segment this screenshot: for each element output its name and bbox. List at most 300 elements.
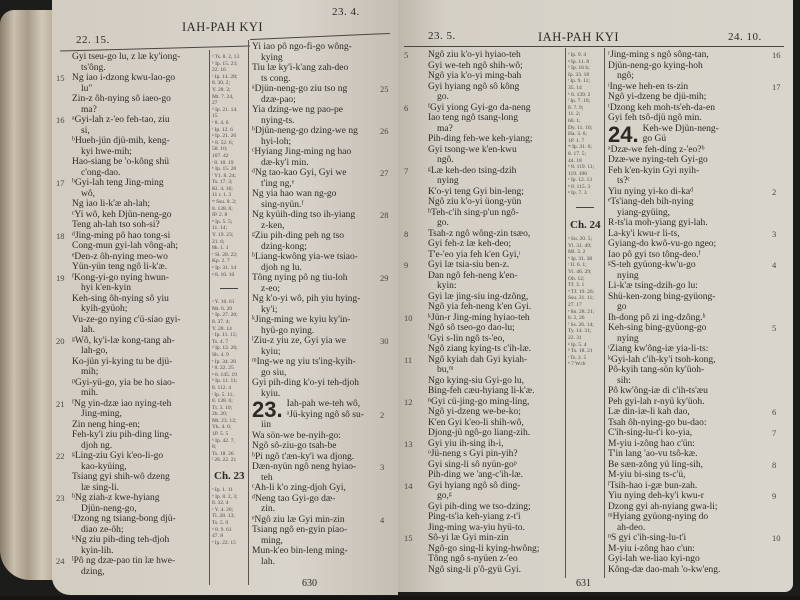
line-text: Li-k'æ tsing-dzih-go lu: — [608, 281, 698, 291]
text-line — [428, 134, 564, 145]
line-text: Teng ah-lah tso soh-si? — [72, 220, 160, 230]
line-text: ngô; — [617, 71, 634, 81]
text-line — [608, 302, 768, 313]
line-text: ʰLiang-kwông yia-we tsiao- — [252, 252, 358, 262]
line-text: Ng yia hao wan ng-go — [252, 189, 337, 199]
header-rule — [250, 33, 390, 40]
cross-reference: 1P. 5. 5 — [212, 431, 229, 438]
line-text: kyin-lih. — [81, 545, 114, 556]
line-text: nying-ts. — [261, 115, 295, 126]
text-line — [252, 315, 378, 326]
cross-reference: 8. 138. 6; — [212, 398, 233, 405]
cross-reference: 6. 2, 26 — [568, 315, 585, 322]
text-line — [608, 92, 768, 103]
text-line — [252, 368, 378, 379]
line-text: ᶦDzong ng tsiang-bong djü- — [72, 514, 176, 524]
line-text: ah-deo. — [617, 522, 646, 533]
chapter-label: Ch. 24 — [570, 219, 601, 232]
header-rule — [404, 46, 784, 47]
cross-reference: Y. 19. 23; — [212, 232, 234, 239]
text-line — [252, 105, 378, 116]
left-page — [52, 0, 398, 595]
text-line — [72, 147, 208, 158]
line-text: Gyiang-do kwô-vu-go ngeo; — [608, 239, 717, 249]
cross-reference: ᵇ Ip. 31. 38 — [568, 255, 593, 262]
text-line — [72, 462, 208, 473]
cross-reference: ᵒ Ip. 12. 13 — [568, 177, 593, 184]
verse-number: 3 — [772, 228, 777, 239]
text-line — [428, 565, 564, 576]
line-text: Tsiang gyi shih-wô dzeng — [72, 472, 170, 482]
line-text: Pô kw'ông-iæ di c'ih-ts'æu — [608, 386, 708, 396]
text-line — [252, 116, 378, 127]
line-text: hyü-go nying. — [261, 325, 315, 336]
line-text: ᵈNg tao-kao Gyi, Gyi we — [252, 168, 347, 178]
line-text: ᵇDjün-neng-go dzing-we ng — [252, 126, 358, 136]
line-text: bu,ᵐ — [437, 365, 454, 375]
text-line — [404, 480, 564, 492]
text-line — [72, 357, 208, 368]
cross-reference: ᶜ Ip. 11. 15; — [212, 332, 238, 339]
cross-reference: ᶜ Ip. 14. 28; — [212, 73, 238, 80]
text-line — [72, 441, 208, 452]
text-line — [608, 281, 768, 292]
cross-reference: ᵇ Ip. 27. 20; — [212, 312, 238, 319]
cross-reference: ᶦ Ts. 2. 5 — [568, 354, 587, 361]
line-text: ᶜHyiang Jing-ming ng hao — [252, 147, 352, 157]
line-text: ᶠNg yin-dzæ iao nying-teh — [72, 398, 172, 409]
line-text: La-ky'i kwu-r li-ts, — [608, 228, 680, 239]
line-text: Ngô ziang kying-ts c'ih-læ. — [428, 344, 532, 354]
cross-reference: ᶠ 8. 22. 25 — [212, 365, 234, 372]
text-line — [252, 462, 385, 473]
line-text: T'in lang 'ao-vu tsô-kæ. — [608, 449, 698, 459]
line-text: dzing-kong; — [261, 241, 307, 252]
text-line — [608, 491, 777, 502]
line-text: Gyi yiu ih-sing ih-i, — [428, 438, 504, 449]
line-text: Tsah-z ngô wông-zin tsæo, — [428, 228, 531, 239]
text-line — [428, 124, 564, 135]
text-line — [72, 199, 208, 210]
line-text: go. — [437, 92, 449, 102]
line-text: z-ken, — [261, 220, 285, 231]
table-surface — [0, 596, 800, 600]
line-text: yiang-gyüing, — [617, 207, 671, 218]
line-text: go. — [437, 218, 449, 228]
cross-reference: ʰ 8. 52. 6; — [212, 139, 234, 146]
line-text: Gyi læ jing-siu ing-dzông, — [428, 291, 529, 302]
line-text: sing-nyün.ᶠ — [261, 199, 304, 210]
line-text: ᵍLæ keh-deo tsing-dzih — [428, 165, 517, 176]
text-line — [608, 554, 768, 565]
text-line — [252, 525, 378, 536]
line-text: Gyi læ tsia-siu ben-z. — [428, 260, 510, 270]
text-line — [608, 533, 781, 544]
line-text: R-ts'ia moh-yiang gyi-lah. — [608, 218, 708, 228]
text-line — [404, 228, 564, 240]
cross-reference: ˡ 28. 22. 21 — [212, 457, 237, 464]
cross-reference: Mt. 7. 24, — [212, 93, 234, 100]
cross-reference: 8. 138. 6; — [212, 205, 233, 212]
text-line — [608, 166, 768, 177]
verse-number: 29 — [380, 273, 389, 283]
cross-reference: 2b. 20; — [212, 411, 228, 418]
verse-number: 6 — [772, 407, 777, 417]
verse-number: 10 — [772, 533, 781, 543]
verse-number: 4 — [772, 260, 777, 270]
line-text: Sô-yi læ Gyi min-zin — [428, 533, 509, 543]
line-text: Keh-sing bing-gyüong-go — [608, 323, 707, 333]
text-line — [608, 449, 768, 460]
line-text: go siu, — [261, 367, 287, 378]
line-text: Djün-neng-go kying-hoh — [608, 60, 703, 71]
line-text: Gyi we-teh ngô shih-wô; — [428, 60, 523, 71]
text-line — [608, 197, 768, 208]
line-text: go Gü — [642, 134, 667, 144]
line-text: Ngô yi-dzeng be djü-mih; — [608, 92, 707, 102]
text-line — [252, 357, 378, 368]
text-line — [608, 512, 768, 523]
line-text: ᵃDjün-neng-go ziu tso ng — [252, 84, 348, 94]
line-text: kyiu. — [261, 388, 281, 399]
verse-number: 11 — [404, 354, 413, 365]
verse-number: 14 — [404, 480, 413, 491]
right-column-1 — [404, 50, 564, 575]
cross-reference: Ml. 3. 2 — [568, 249, 586, 256]
cross-reference: Dy. 11. 10; — [568, 124, 593, 131]
cross-reference: 27. 17 — [568, 302, 582, 308]
text-line — [428, 145, 564, 156]
line-text: ky'i; — [261, 304, 278, 315]
text-line — [72, 420, 208, 431]
text-line — [252, 252, 378, 263]
text-line — [608, 470, 768, 481]
line-text: ⁿS gyi c'ih-sing-lu-t'i — [608, 533, 687, 543]
cross-reference: ᵍ 8. 145. 19 — [212, 371, 238, 378]
cross-reference: ᵉ Ip. 22. 15 — [212, 539, 236, 546]
text-line — [608, 228, 777, 240]
line-text: sih: — [617, 375, 631, 386]
text-line — [252, 431, 378, 442]
cross-reference: 15 — [212, 113, 218, 120]
cross-reference: Yk. 4. 6; — [212, 424, 232, 431]
line-text: t'ing ng,ᵉ — [261, 178, 295, 189]
text-line — [404, 396, 564, 408]
right-header-verse-end: 24. 10. — [728, 31, 762, 43]
cross-reference: 11. 2; — [568, 111, 581, 118]
cross-reference: Yl. 46. 29; — [568, 269, 592, 276]
cross-reference: ʰ Ip. 16 b; — [568, 65, 590, 72]
text-line — [428, 554, 564, 565]
line-text: Ngô sô-ziu-go tsah-be — [252, 441, 337, 451]
cross-reference: ᵏ 7 Wch — [568, 361, 586, 368]
text-line — [72, 367, 208, 378]
text-line — [72, 409, 208, 420]
cross-reference: ᵖ Ip. 31. 14 — [212, 265, 237, 271]
text-line — [428, 155, 564, 166]
line-text: kying — [261, 52, 283, 63]
text-line — [428, 61, 564, 72]
line-text: Gyi hyiang ngô sô ding- — [428, 480, 521, 491]
line-text: ᶦZiang kw'ông-iæ yia-li-ts: — [608, 344, 709, 354]
line-text: zin. — [261, 504, 275, 514]
text-line — [72, 504, 208, 515]
line-text: Tông nying pô ng tiu-loh — [252, 273, 348, 283]
verse-number: 9 — [404, 260, 409, 270]
cross-reference: 11 r. 1. 3 — [212, 192, 232, 199]
text-line — [72, 514, 208, 525]
text-line — [608, 386, 768, 397]
line-text: ma? — [437, 123, 453, 134]
cross-reference: Tf. 3. 1 — [568, 282, 585, 289]
cross-reference: ᵃ Ts. 8. 2, 13 — [212, 54, 240, 60]
cross-reference: 11. 14; — [212, 225, 228, 232]
text-line — [608, 113, 768, 124]
cross-reference: Kl. 4. 16; — [212, 185, 233, 192]
cross-reference: Ip. 33. 18 — [568, 71, 590, 78]
cross-reference: Ti. 28. 13; — [212, 513, 235, 520]
cross-reference: 8. 112. 4 — [212, 384, 232, 391]
text-line — [428, 292, 564, 303]
text-line — [252, 137, 378, 148]
line-text: Gyi hyiang ngô sô kông — [428, 81, 520, 92]
line-text: ᵇGyi-lah teng Jing-ming — [72, 178, 164, 188]
line-text: M-yiu i-zông hao c'un: — [608, 543, 695, 554]
column-divider — [248, 40, 249, 585]
right-column-2 — [608, 50, 781, 575]
cross-reference: Ty. 14. 31; — [568, 328, 592, 335]
cross-reference: ˡ Y1. 8. 24; — [212, 172, 237, 179]
text-line — [404, 533, 564, 544]
line-text: c'ong-dao. — [81, 167, 121, 178]
text-line — [608, 334, 768, 345]
verse-number: 4 — [380, 514, 385, 525]
cross-reference: Mt. 6. 20 — [212, 305, 233, 312]
cross-reference: ᵈ Tf. 19. 26; — [568, 288, 595, 295]
right-page — [398, 0, 793, 592]
cross-reference: ⁿ Ip. 5. 5; — [212, 218, 233, 225]
cross-reference: ᵇ Ip. 15. 23; — [212, 60, 238, 67]
cross-reference: 47. 8 — [212, 533, 223, 540]
text-line — [252, 336, 389, 347]
text-line — [72, 94, 208, 105]
verse-number: 17 — [56, 178, 65, 188]
line-text: Ngô ziu k'o-yi hyiao-teh — [428, 50, 521, 60]
cross-reference: ᵈ 8. 9. 61 — [212, 526, 232, 533]
right-header-verse: 23. 5. — [428, 30, 456, 42]
line-text: Pih-ding we 'ang-c'ih-læ. — [428, 470, 523, 480]
text-line — [404, 354, 564, 366]
verse-number: 22 — [56, 451, 65, 461]
text-line — [428, 250, 564, 261]
line-text: Hao-siang be 'o-kông shü — [72, 157, 169, 167]
text-line — [252, 473, 378, 484]
line-text: C'ih-sing-lu-t'i ko-yia, — [608, 428, 693, 438]
line-text: Gyi-lah we-liao kyi-ngo — [608, 554, 700, 564]
line-text: diao ze-ôh; — [81, 524, 124, 535]
verse-number: 9 — [772, 491, 777, 501]
text-line — [608, 61, 768, 72]
text-line — [608, 71, 768, 82]
text-line — [428, 418, 564, 429]
text-line — [608, 502, 768, 513]
text-line — [428, 113, 564, 124]
line-text: ᵗDzong keh moh-ts'eh-da-en — [608, 102, 715, 113]
text-line — [252, 536, 378, 547]
text-line — [56, 493, 208, 504]
line-text: ᵃJü-kying ngô sô su- — [286, 409, 364, 420]
line-text: Ko-jün yi-kying tu be djü- — [72, 356, 173, 367]
cross-reference: ʰ Ts. 18. 21 — [568, 348, 593, 355]
cross-reference: Yl. 31. 49; — [568, 242, 592, 249]
text-line — [72, 535, 208, 546]
cross-reference: ᵐ Ip. 31. 6; — [568, 144, 592, 151]
line-text: Djong-jü ngô-go liang-zih. — [428, 428, 531, 438]
cross-reference: ᵖ 8. 115. 3 — [568, 183, 591, 190]
cross-reference: 8. 37. 4; — [212, 318, 231, 325]
text-line — [428, 271, 564, 282]
line-text: ᵏNg ziu pih-ding teh-djoh — [72, 535, 170, 545]
verse-number: 2 — [772, 186, 777, 197]
cross-reference: 22. 31 — [568, 334, 582, 341]
line-text: lah. — [261, 556, 275, 567]
verse-number: 27 — [380, 168, 389, 178]
text-line — [428, 386, 564, 397]
line-text: Wa sön-we be-nyih-go: — [252, 430, 341, 441]
cross-reference: Ts. 17. 3; — [212, 179, 233, 186]
line-text: Gyi feh-z læ keh-deo; — [428, 239, 512, 249]
line-text: Ngô yi-dzeng we-be-ko; — [428, 407, 521, 417]
text-line — [252, 84, 389, 95]
text-line — [608, 239, 768, 250]
line-text: ᶦIng-we heh-en ts-zin — [608, 81, 689, 92]
line-text: ᵐHyiang gyüong-nying do — [608, 512, 709, 522]
line-text: Yiu nying yi-ko di-kaᵈ — [608, 186, 694, 197]
verse-number: 23 — [56, 493, 65, 503]
cross-reference: ᶜ Il. 6. 1; — [568, 262, 587, 269]
verse-number: 10 — [404, 312, 413, 323]
text-line — [72, 189, 208, 200]
line-text: Vu-ze-go nying c'ü-siao gyi- — [72, 314, 181, 325]
cross-reference: ᶦ Ip. 9. 11; — [568, 78, 590, 85]
line-text: ᵇHueh-jün djü-mih, keng- — [72, 136, 170, 146]
line-text: Iao pô gyi tso tông-deo.ᶠ — [608, 249, 701, 260]
text-line — [252, 74, 378, 85]
line-text: lah. — [81, 325, 95, 335]
verse-number: 5 — [772, 323, 777, 333]
text-line — [428, 470, 564, 481]
line-text: nying — [617, 333, 639, 344]
line-text: Gyi tseu-go lu, z læ ky'iong- — [72, 52, 181, 62]
line-text: teh — [261, 472, 273, 483]
line-text: ᵇPi ngô t'æn-ky'i wa djong. — [252, 451, 355, 462]
cross-reference: Ts. 18. 26 — [212, 450, 234, 457]
left-running-title: IAH-PAH KYI — [182, 20, 264, 34]
line-text: Mun-k'eo bin-leng ming- — [252, 546, 348, 556]
text-line — [252, 389, 378, 400]
text-line — [608, 292, 768, 303]
text-line — [72, 63, 208, 74]
verse-number: 25 — [380, 84, 389, 94]
text-line — [608, 365, 768, 376]
line-text: nying — [437, 176, 459, 186]
text-line — [252, 53, 378, 64]
line-text: ma? — [81, 104, 97, 115]
line-text: Ngô kyiah dah Gyi kyiah- — [428, 354, 528, 365]
line-text: Zin-z ôh-nying sô iaeo-go — [72, 94, 171, 104]
line-text: ˡZiu-z yiu ze, Gyi yia we — [252, 336, 346, 346]
line-text: Kông-dæ dao-mah 'o-kw'eng. — [608, 564, 721, 575]
text-line — [252, 126, 389, 137]
text-line — [404, 260, 564, 271]
cross-reference: Y. 28. 14 — [212, 325, 232, 332]
text-line — [608, 250, 768, 261]
text-line — [72, 483, 208, 494]
text-line — [252, 263, 378, 274]
cross-reference: ˡ Ip. 7. 18; — [568, 98, 591, 105]
verse-number: 2 — [380, 409, 385, 420]
cross-reference: Ts. 5. 9 — [212, 520, 229, 526]
line-text: Ngô sing-li p'ô-gyü Gyi. — [428, 564, 522, 575]
text-line — [608, 407, 777, 418]
line-text: Ngo kying-siu Gyi-go lu, — [428, 375, 525, 386]
text-line — [608, 544, 768, 555]
cross-reference: ᶦ 8. 18. 19 — [212, 159, 234, 166]
line-text: Gyi sing-li sô nyün-goᵖ — [428, 459, 517, 470]
cross-reference: 44. 18 — [568, 157, 582, 164]
line-text: Feh k'en-kyin Gyi nyih- — [608, 165, 700, 176]
cross-reference: 27 — [212, 100, 218, 107]
line-text: Yia dzing-we ng pao-pe — [252, 105, 344, 115]
text-line — [608, 459, 777, 471]
cross-reference: 8. 32. 4 — [212, 500, 229, 507]
cross-reference: ᶠ Ss. 26. 14; — [568, 321, 594, 328]
text-line — [608, 208, 768, 219]
line-text: Yi iao pô ngo-fi-go wông- — [252, 42, 352, 52]
line-text: go — [617, 302, 627, 312]
line-text: Keh-sing ôh-nying sô yiu — [72, 293, 169, 304]
line-text: Ngô yia k'o-yi ming-bah — [428, 71, 522, 81]
line-text: ᵖGyi-yü-go, yia be ho siao- — [72, 377, 175, 388]
line-text: Ng iao li-k'æ ah-lah; — [72, 199, 150, 209]
line-text: Tông ngô s-nyüen z-'eo — [428, 554, 518, 564]
text-line — [252, 557, 378, 568]
verse-number: 16 — [772, 50, 781, 60]
cross-reference: IP. 2. 8 — [212, 212, 228, 219]
text-line — [428, 365, 564, 376]
cross-reference: 35. 14 — [568, 84, 582, 91]
line-text: ᵍLing-ziu Gyi k'eo-li-go — [72, 451, 164, 461]
text-line — [428, 197, 564, 208]
verse-number: 20 — [56, 335, 65, 346]
chapter-start — [252, 397, 385, 567]
cross-reference: 8k. 1. 1 — [212, 245, 229, 252]
page-number: 631 — [576, 578, 591, 589]
text-line — [56, 115, 208, 126]
cross-reference: 8. 30. 2; — [212, 80, 231, 87]
line-text: M-yiu i-zông hao c'ün: — [608, 438, 695, 449]
line-text: djoh ng. — [81, 440, 113, 451]
divider — [576, 207, 594, 208]
line-text: mih; — [81, 367, 99, 377]
text-line — [72, 325, 208, 336]
line-text: ming, — [261, 535, 283, 546]
line-text: dzing, — [81, 566, 105, 577]
text-line — [608, 145, 768, 156]
text-line — [252, 284, 378, 295]
cross-reference: ᶠ Ip. 9. 4 — [568, 52, 587, 58]
text-line — [72, 546, 208, 557]
